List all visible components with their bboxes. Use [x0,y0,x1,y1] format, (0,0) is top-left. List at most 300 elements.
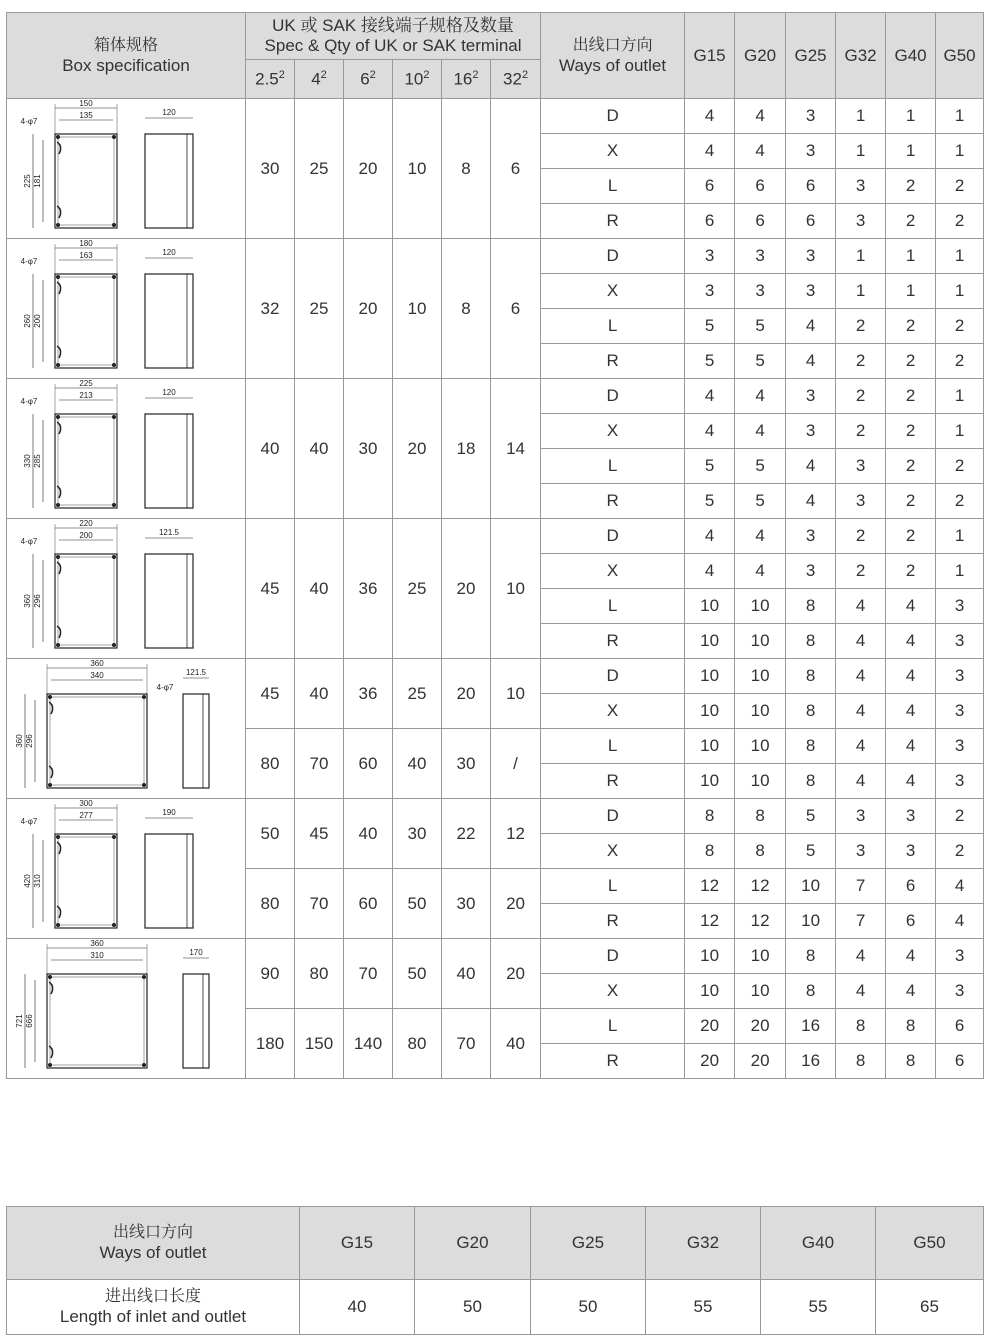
mounting-hole-icon [48,695,52,699]
terminal-qty-cell: 80 [246,869,295,939]
width-inner-label: 277 [79,810,93,820]
outlet-qty-cell: 4 [836,729,886,764]
mounting-hole-icon [112,555,116,559]
outlet-direction-cell: R [541,904,685,939]
outlet-qty-cell: 8 [886,1009,936,1044]
outlet-qty-cell: 8 [786,764,836,799]
outlet-direction-cell: X [541,414,685,449]
height-outer-label: 225 [23,173,32,188]
outlet-qty-cell: 3 [685,239,735,274]
hinge-icon [57,842,61,854]
terminal-size-header: $10^2$ [393,60,442,99]
depth-label: 120 [162,107,176,117]
width-inner-label: 163 [79,250,93,260]
bottom-g-header: G20 [415,1207,531,1280]
outlet-qty-cell: 8 [685,799,735,834]
front-view-outline [55,554,117,648]
outlet-qty-cell: 8 [836,1044,886,1079]
mounting-hole-icon [142,695,146,699]
outlet-direction-cell: D [541,939,685,974]
terminal-qty-cell: 70 [295,729,344,799]
bottom-length-label [7,1280,300,1335]
outlet-qty-cell: 5 [685,484,735,519]
mounting-hole-icon [142,783,146,787]
side-view-outline [145,554,193,648]
terminal-qty-cell: 10 [393,239,442,379]
mounting-hole-icon [142,975,146,979]
outlet-qty-cell: 2 [886,344,936,379]
box-drawing-side [145,808,193,928]
terminal-qty-cell: 6 [491,99,541,239]
outlet-qty-cell: 6 [886,869,936,904]
height-inner-label: 200 [33,313,42,328]
hole-spec-label: 4-φ7 [20,116,38,126]
outlet-header-en: Ways of outlet [559,55,667,75]
terminal-qty-cell: 60 [344,869,393,939]
outlet-qty-cell: 1 [936,519,984,554]
width-outer-label: 220 [79,519,93,528]
outlet-qty-cell: 10 [735,659,786,694]
outlet-qty-cell: 4 [886,974,936,1009]
hinge-icon [49,702,53,714]
bottom-g-header: G25 [531,1207,646,1280]
terminal-qty-cell: 30 [442,869,491,939]
terminal-qty-cell: 40 [295,659,344,729]
hole-spec-label: 4-φ7 [156,682,174,692]
mounting-hole-icon [48,1063,52,1067]
table-row [7,939,984,974]
outlet-qty-cell: 12 [735,869,786,904]
box-drawing-icon [7,660,246,798]
mounting-hole-icon [112,135,116,139]
outlet-qty-cell: 4 [886,624,936,659]
width-inner-label: 135 [79,110,93,120]
box-drawing-cell [7,799,246,939]
outlet-qty-cell: 2 [836,519,886,554]
bottom-g-header: G32 [646,1207,761,1280]
terminal-size-header: $2.5^2$ [246,60,295,99]
outlet-qty-cell: 1 [936,554,984,589]
outlet-qty-cell: 3 [836,449,886,484]
terminal-qty-cell: 25 [393,659,442,729]
mounting-hole-icon [56,275,60,279]
table-row [7,519,984,554]
outlet-direction-cell: R [541,204,685,239]
side-view-outline [145,834,193,928]
front-view-inner [58,837,114,925]
hinge-icon [57,422,61,434]
outlet-qty-cell: 1 [886,239,936,274]
outlet-direction-cell: X [541,694,685,729]
bottom-length-value: 65 [876,1280,984,1335]
outlet-qty-cell: 4 [836,939,886,974]
terminal-qty-cell: 22 [442,799,491,869]
outlet-qty-cell: 4 [886,659,936,694]
outlet-qty-cell: 3 [836,834,886,869]
front-view-inner [58,557,114,645]
outlet-qty-cell: 10 [735,764,786,799]
outlet-qty-cell: 4 [836,624,886,659]
side-view-outline [145,274,193,368]
outlet-qty-cell: 10 [735,974,786,1009]
outlet-qty-cell: 3 [786,274,836,309]
g-header: G15 [685,13,735,99]
terminal-qty-cell: 45 [246,519,295,659]
outlet-qty-cell: 2 [936,799,984,834]
outlet-qty-cell: 10 [735,939,786,974]
bottom-g-header: G15 [300,1207,415,1280]
terminal-qty-cell: 14 [491,379,541,519]
outlet-qty-cell: 1 [936,414,984,449]
g-header: G40 [886,13,936,99]
outlet-qty-cell: 10 [685,974,735,1009]
outlet-qty-cell: 5 [786,834,836,869]
g-header: G20 [735,13,786,99]
width-outer-label: 300 [79,799,93,808]
outlet-qty-cell: 2 [886,379,936,414]
bottom-outlet-header-en: Ways of outlet [99,1243,207,1262]
terminal-qty-cell: 20 [491,869,541,939]
box-drawing-icon [7,800,246,938]
terminal-qty-cell: 70 [344,939,393,1009]
outlet-qty-cell: 2 [886,554,936,589]
outlet-qty-cell: 8 [786,939,836,974]
hinge-icon [57,562,61,574]
table-row [7,799,984,834]
outlet-qty-cell: 4 [886,729,936,764]
outlet-qty-cell: 8 [836,1009,886,1044]
outlet-qty-cell: 3 [836,169,886,204]
outlet-qty-cell: 4 [886,939,936,974]
bottom-length-value: 55 [761,1280,876,1335]
box-drawing-front [21,380,117,508]
table-row [7,659,984,694]
height-inner-label: 666 [25,1013,34,1028]
mounting-hole-icon [142,1063,146,1067]
outlet-qty-cell: 3 [836,204,886,239]
outlet-direction-cell: L [541,449,685,484]
bottom-g-header: G40 [761,1207,876,1280]
outlet-qty-cell: 2 [836,379,886,414]
mounting-hole-icon [56,223,60,227]
width-inner-label: 310 [90,950,104,960]
outlet-qty-cell: 6 [786,204,836,239]
box-drawing-icon [7,940,246,1078]
terminal-qty-cell: 45 [246,659,295,729]
box-drawing-icon [7,380,246,518]
outlet-qty-cell: 8 [786,659,836,694]
outlet-qty-cell: 3 [936,659,984,694]
outlet-qty-cell: 4 [685,519,735,554]
terminal-qty-cell: 70 [295,869,344,939]
outlet-qty-cell: 2 [836,344,886,379]
outlet-qty-cell: 3 [786,519,836,554]
outlet-qty-cell: 8 [786,974,836,1009]
terminal-qty-cell: 8 [442,99,491,239]
mounting-hole-icon [56,643,60,647]
outlet-qty-cell: 4 [685,379,735,414]
outlet-qty-cell: 4 [886,694,936,729]
depth-label: 120 [162,387,176,397]
terminal-qty-cell: 40 [246,379,295,519]
outlet-qty-cell: 2 [936,449,984,484]
terminal-qty-cell: 25 [295,99,344,239]
outlet-qty-cell: 6 [735,169,786,204]
outlet-qty-cell: 10 [685,589,735,624]
width-outer-label: 225 [79,379,93,388]
outlet-qty-cell: 5 [735,309,786,344]
terminal-qty-cell: 20 [442,659,491,729]
depth-label: 120 [162,247,176,257]
outlet-qty-cell: 8 [735,834,786,869]
outlet-direction-cell: R [541,624,685,659]
front-view-outline [55,134,117,228]
mounting-hole-icon [56,923,60,927]
outlet-qty-cell: 7 [836,904,886,939]
outlet-qty-cell: 1 [886,274,936,309]
outlet-qty-cell: 2 [936,309,984,344]
outlet-qty-cell: 10 [685,659,735,694]
height-outer-label: 360 [23,593,32,608]
terminal-header-en: Spec & Qty of UK or SAK terminal [264,36,522,55]
mounting-hole-icon [56,415,60,419]
outlet-qty-cell: 6 [735,204,786,239]
hinge-icon [57,906,61,918]
mounting-hole-icon [48,783,52,787]
terminal-size-header: $6^2$ [344,60,393,99]
outlet-qty-cell: 3 [936,939,984,974]
terminal-qty-cell: 80 [295,939,344,1009]
table-row [7,99,984,134]
terminal-qty-cell: 40 [393,729,442,799]
terminal-qty-cell: 18 [442,379,491,519]
outlet-qty-cell: 2 [836,309,886,344]
outlet-qty-cell: 4 [836,589,886,624]
terminal-qty-cell: 150 [295,1009,344,1079]
hole-spec-label: 4-φ7 [20,396,38,406]
outlet-qty-cell: 4 [836,974,886,1009]
terminal-qty-cell: 20 [344,99,393,239]
height-inner-label: 181 [33,173,42,188]
bottom-length-value: 55 [646,1280,761,1335]
outlet-qty-cell: 6 [886,904,936,939]
front-view-inner [50,977,144,1065]
terminal-qty-cell: 90 [246,939,295,1009]
outlet-qty-cell: 2 [886,204,936,239]
terminal-qty-cell: 40 [295,519,344,659]
outlet-qty-cell: 4 [735,134,786,169]
mounting-hole-icon [56,503,60,507]
height-outer-label: 330 [23,453,32,468]
outlet-qty-cell: 2 [886,169,936,204]
outlet-qty-cell: 1 [936,274,984,309]
box-spec-header-cn: 箱体规格 [93,36,158,54]
mounting-hole-icon [112,835,116,839]
outlet-qty-cell: 8 [735,799,786,834]
box-drawing-cell [7,239,246,379]
terminal-qty-cell: 50 [393,939,442,1009]
outlet-direction-cell: L [541,1009,685,1044]
outlet-direction-cell: D [541,799,685,834]
outlet-qty-cell: 10 [685,939,735,974]
outlet-qty-cell: 2 [886,449,936,484]
outlet-length-table [6,1206,984,1335]
outlet-qty-cell: 1 [936,99,984,134]
g-header: G50 [936,13,984,99]
terminal-qty-cell: 20 [344,239,393,379]
width-inner-label: 213 [79,390,93,400]
outlet-qty-cell: 4 [786,309,836,344]
front-view-outline [55,834,117,928]
outlet-qty-cell: 3 [886,799,936,834]
outlet-qty-cell: 3 [786,99,836,134]
terminal-qty-cell: 25 [295,239,344,379]
box-drawing-cell [7,379,246,519]
outlet-qty-cell: 3 [786,134,836,169]
mounting-hole-icon [112,415,116,419]
depth-label: 190 [162,807,176,817]
outlet-qty-cell: 12 [685,869,735,904]
height-outer-label: 721 [15,1013,24,1028]
terminal-qty-cell: 30 [442,729,491,799]
outlet-direction-cell: D [541,519,685,554]
outlet-direction-cell: D [541,99,685,134]
outlet-direction-cell: L [541,589,685,624]
terminal-qty-cell: 20 [442,519,491,659]
g-header: G25 [786,13,836,99]
outlet-qty-cell: 3 [886,834,936,869]
outlet-qty-cell: 4 [735,519,786,554]
hinge-icon [57,626,61,638]
terminal-header-cn: UK 或 SAK 接线端子规格及数量 [272,16,514,35]
terminal-size-header: $4^2$ [295,60,344,99]
terminal-qty-cell: 70 [442,1009,491,1079]
terminal-qty-cell: 45 [295,799,344,869]
front-view-inner [58,137,114,225]
outlet-qty-cell: 4 [786,344,836,379]
height-inner-label: 296 [25,733,34,748]
height-inner-label: 285 [33,453,42,468]
mounting-hole-icon [112,503,116,507]
outlet-qty-cell: 10 [786,869,836,904]
hinge-icon [49,1046,53,1058]
box-spec-header [7,13,246,99]
outlet-direction-cell: L [541,869,685,904]
outlet-qty-cell: 2 [886,309,936,344]
outlet-qty-cell: 4 [886,589,936,624]
outlet-qty-cell: 3 [786,239,836,274]
depth-label: 121.5 [158,527,180,537]
depth-label: 170 [189,947,203,957]
outlet-qty-cell: 1 [836,134,886,169]
mounting-hole-icon [56,363,60,367]
width-outer-label: 360 [90,939,104,948]
outlet-qty-cell: 1 [836,274,886,309]
outlet-qty-cell: 2 [886,414,936,449]
outlet-qty-cell: 8 [786,624,836,659]
hinge-icon [57,142,61,154]
outlet-qty-cell: 4 [735,379,786,414]
outlet-qty-cell: 4 [836,694,886,729]
outlet-qty-cell: 5 [735,484,786,519]
terminal-qty-cell: 180 [246,1009,295,1079]
outlet-qty-cell: 4 [786,484,836,519]
terminal-qty-cell: 20 [393,379,442,519]
outlet-qty-cell: 2 [936,344,984,379]
terminal-qty-cell: 36 [344,519,393,659]
outlet-qty-cell: 10 [735,729,786,764]
outlet-qty-cell: 1 [836,99,886,134]
outlet-direction-cell: L [541,169,685,204]
front-view-outline [47,694,147,788]
box-drawing-side [145,108,193,228]
terminal-size-header: $16^2$ [442,60,491,99]
outlet-qty-cell: 20 [735,1044,786,1079]
hinge-icon [57,282,61,294]
outlet-qty-cell: 4 [936,869,984,904]
outlet-qty-cell: 1 [936,134,984,169]
outlet-direction-cell: D [541,239,685,274]
outlet-qty-cell: 4 [735,99,786,134]
bottom-outlet-header [7,1207,300,1280]
terminal-qty-cell: 10 [491,659,541,729]
box-drawing-front [21,800,117,928]
terminal-qty-cell: 40 [491,1009,541,1079]
mounting-hole-icon [56,135,60,139]
box-drawing-front [21,240,117,368]
outlet-qty-cell: 2 [836,414,886,449]
outlet-direction-cell: D [541,379,685,414]
outlet-qty-cell: 10 [786,904,836,939]
outlet-qty-cell: 4 [685,414,735,449]
outlet-direction-cell: D [541,659,685,694]
outlet-qty-cell: 4 [735,554,786,589]
outlet-qty-cell: 6 [936,1009,984,1044]
outlet-qty-cell: 4 [836,764,886,799]
table-row [7,379,984,414]
outlet-direction-cell: R [541,1044,685,1079]
outlet-qty-cell: 7 [836,869,886,904]
terminal-qty-cell: 12 [491,799,541,869]
bottom-length-label-cn: 进出线口长度 [104,1288,201,1305]
front-view-inner [50,697,144,785]
box-drawing-cell [7,519,246,659]
outlet-qty-cell: 16 [786,1044,836,1079]
hinge-icon [57,346,61,358]
outlet-qty-cell: 5 [685,449,735,484]
bottom-length-value: 50 [531,1280,646,1335]
mounting-hole-icon [112,223,116,227]
outlet-qty-cell: 10 [735,624,786,659]
width-outer-label: 180 [79,239,93,248]
outlet-direction-cell: X [541,134,685,169]
outlet-qty-cell: 4 [685,554,735,589]
terminal-size-header: $32^2$ [491,60,541,99]
height-outer-label: 420 [23,873,32,888]
terminal-qty-cell: 140 [344,1009,393,1079]
outlet-qty-cell: 10 [685,694,735,729]
mounting-hole-icon [112,275,116,279]
terminal-qty-cell: 50 [393,869,442,939]
outlet-qty-cell: 4 [936,904,984,939]
width-inner-label: 340 [90,670,104,680]
hole-spec-label: 4-φ7 [20,536,38,546]
box-drawing-icon [7,520,246,658]
box-drawing-side [183,668,209,788]
outlet-qty-cell: 16 [786,1009,836,1044]
outlet-qty-cell: 3 [936,589,984,624]
outlet-direction-cell: X [541,554,685,589]
